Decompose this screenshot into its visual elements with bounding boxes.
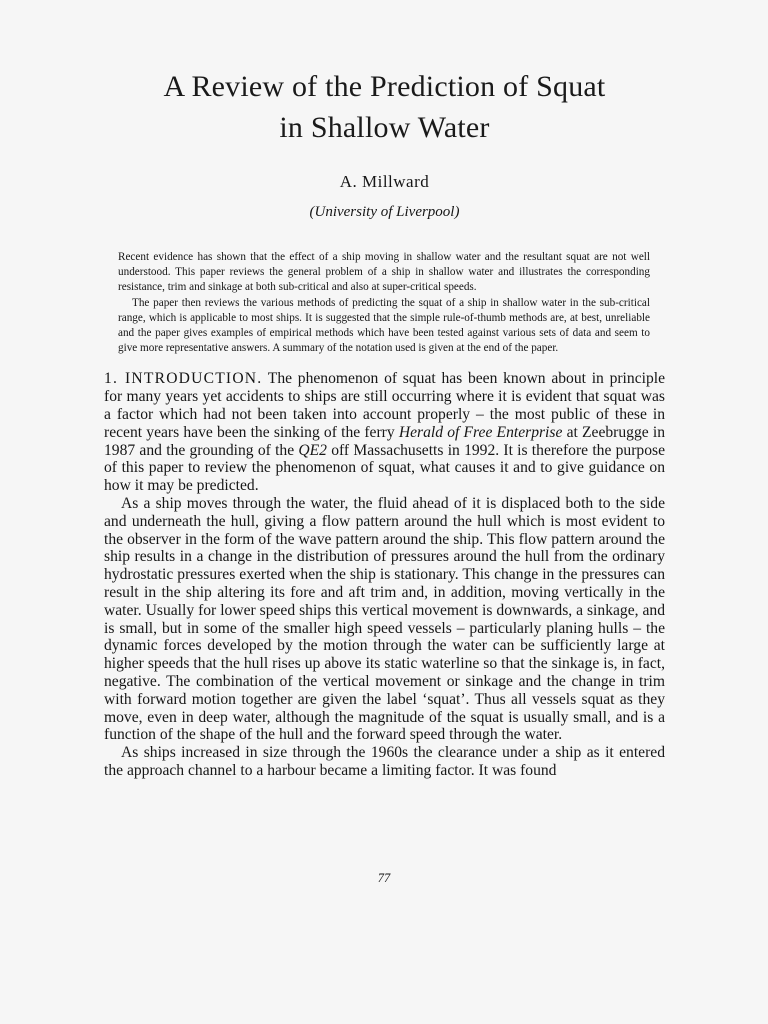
ship-name-qe2: QE2 — [298, 441, 327, 459]
intro-paragraph-1-part-a: The phenomenon of squat has been known about in principle for many years yet accidents to ships are still occurring where it is evident that squat was a factor which had not been taken into account properly – the most public of these in recent years have been the sinking of the ferry — [104, 370, 665, 441]
intro-paragraph-1-part-b: at Zeebrugge in 1987 and the grounding of the — [104, 423, 665, 459]
abstract-paragraph-2: The paper then reviews the various methods of predicting the squat of a ship in shallow water in the sub-critical range, which is applicable to most ships. It is suggested that the simple rule-of-thumb methods are, at best, unreliable and the paper gives examples of empirical methods which have been tested against various sets of data and seem to give more representative answers. A summary of the notation used is given at the end of the paper. — [118, 296, 650, 355]
intro-paragraph-3: As ships increased in size through the 1960s the clearance under a ship as it entered the approach channel to a harbour became a limiting factor. It was found — [104, 744, 665, 779]
page-number: 77 — [377, 871, 391, 885]
paper-title — [104, 0, 665, 148]
section-heading: 1. INTRODUCTION. — [104, 370, 263, 388]
abstract — [118, 250, 650, 356]
abstract-paragraph-1: Recent evidence has shown that the effect of a ship moving in shallow water and the resultant squat are not well understood. This paper reviews the general problem of a ship in shallow water and illustrates the corresponding resistance, trim and sinkage at both sub-critical and also at super-critical speeds. — [118, 251, 650, 294]
ship-name-herald: Herald of Free Enterprise — [398, 423, 563, 441]
author-name: A. Millward — [339, 172, 430, 191]
intro-paragraph-1 — [104, 370, 665, 495]
body-text — [104, 370, 665, 779]
intro-paragraph-2: As a ship moves through the water, the fluid ahead of it is displaced both to the side and underneath the hull, giving a flow pattern around the hull which is most evident to the observer in the form of the wave pattern around the ship. This flow pattern around the ship results in a change in the distribution of pressures around the hull from the ordinary hydrostatic pressures exerted when the ship is stationary. This change in the pressures can result in the ship altering its fore and aft trim and, in addition, moving vertically in the water. Usually for lower speed ships this vertical movement is downwards, a sinkage, and is small, but in some of the smaller high speed vessels – particularly planing hulls – the dynamic forces developed by the motion through the water can be sufficiently large at higher speeds that the hull rises up above its static waterline so that the sinkage is, in fact, negative. The combination of the vertical movement or sinkage and the change in trim with forward motion together are given the label ‘squat’. Thus all vessels squat as they move, even in deep water, although the magnitude of the squat is usually small, and is a function of the shape of the hull and the forward speed through the water. — [104, 495, 665, 744]
paper-title-line-1: A Review of the Prediction of Squat — [163, 70, 606, 103]
paper-title-line-2: in Shallow Water — [279, 111, 490, 144]
author-affiliation: (University of Liverpool) — [309, 204, 460, 220]
intro-paragraph-1-part-c: off Massachusetts in 1992. It is therefore the purpose of this paper to review the phenomenon of squat, what causes it and to give guidance on how it may be predicted. — [104, 441, 665, 495]
